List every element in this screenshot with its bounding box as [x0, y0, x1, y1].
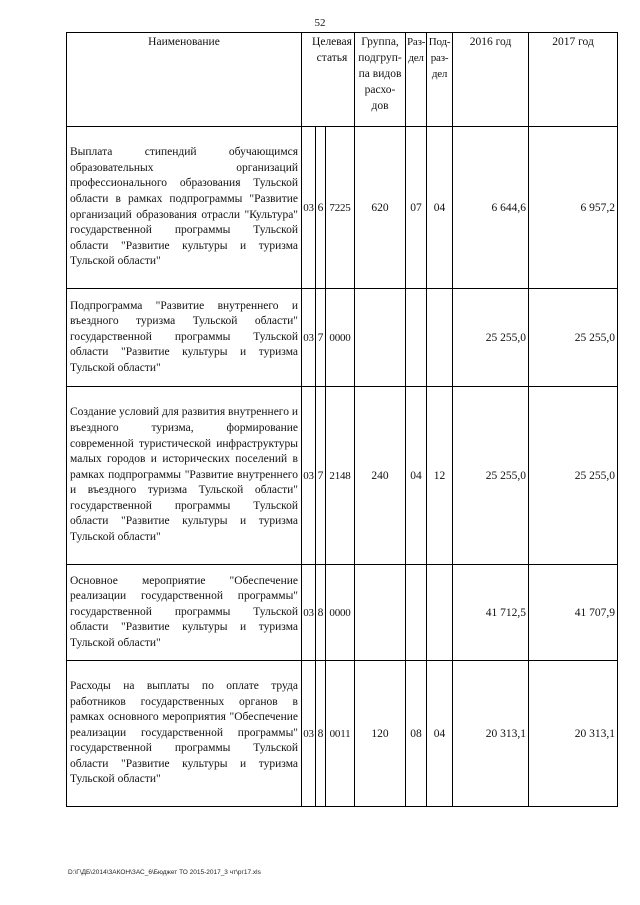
- budget-table: [66, 32, 618, 807]
- header-year-2016: 2016 год: [453, 33, 529, 127]
- row-code-c: 0011: [326, 661, 355, 807]
- row-subsection: 04: [427, 127, 453, 289]
- row-code-c: 2148: [326, 387, 355, 565]
- row-2016: 41 712,5: [453, 565, 529, 661]
- row-group: 240: [355, 387, 406, 565]
- table-row: [67, 127, 618, 289]
- table-row: [67, 661, 618, 807]
- row-code-a: 03: [302, 289, 316, 387]
- row-2016: 25 255,0: [453, 289, 529, 387]
- header-subsection-label: Под-раз-дел: [428, 36, 451, 80]
- header-section: [406, 33, 427, 127]
- row-section: 07: [406, 127, 427, 289]
- header-expense-group-label: Группа, подгруп-па видов расхо-дов: [358, 36, 402, 112]
- row-code-b: 7: [316, 289, 326, 387]
- header-section-label: Раз-дел: [407, 36, 426, 64]
- row-group: [355, 289, 406, 387]
- row-name: Выплата стипендий обучающимся образовательных организаций профессионального образования Тульской области в рамках подпрограммы "Развитие организаций образования отрасли "Культура" государственной программы Тульской области "Развитие культуры и туризма Тульской области": [67, 127, 302, 289]
- row-subsection: 04: [427, 661, 453, 807]
- row-code-b: 8: [316, 565, 326, 661]
- row-name: Расходы на выплаты по оплате труда работников государственных органов в рамках основного мероприятия "Обеспечение реализации государственной программы" государственной программы Тульской области "Развитие культуры и туризма Тульской области": [67, 661, 302, 807]
- row-subsection: [427, 289, 453, 387]
- row-group: 620: [355, 127, 406, 289]
- row-code-a: 03: [302, 565, 316, 661]
- row-code-b: 6: [316, 127, 326, 289]
- table-row: [67, 289, 618, 387]
- row-code-b: 7: [316, 387, 326, 565]
- page-number: 52: [314, 17, 326, 29]
- row-name: Подпрограмма "Развитие внутреннего и въездного туризма Тульской области" государственной программы Тульской области "Развитие культуры и туризма Тульской области": [67, 289, 302, 387]
- row-2017: 41 707,9: [529, 565, 618, 661]
- file-path-footer: D:\Г\ДБ\2014\ЗАКОН\ЗАС_6\Бюджет ТО 2015-2017_3 чт\рг17.xls: [68, 869, 261, 876]
- header-expense-group: [355, 33, 406, 127]
- row-code-c: 0000: [326, 565, 355, 661]
- row-2017: 20 313,1: [529, 661, 618, 807]
- row-section: 08: [406, 661, 427, 807]
- row-2016: 6 644,6: [453, 127, 529, 289]
- row-subsection: 12: [427, 387, 453, 565]
- row-name: Создание условий для развития внутреннего и въездного туризма, формирование современной туристической инфраструктуры малых городов и исторических поселений в рамках подпрограммы "Развитие внутреннего и въездного туризма Тульской области" государственной программы Тульской области "Развитие культуры и туризма Тульской области": [67, 387, 302, 565]
- row-name: Основное мероприятие "Обеспечение реализации государственной программы" государственной программы Тульской области "Развитие культуры и туризма Тульской области": [67, 565, 302, 661]
- row-group: [355, 565, 406, 661]
- row-subsection: [427, 565, 453, 661]
- row-code-c: 7225: [326, 127, 355, 289]
- header-target-item-label: Целевая статья: [312, 36, 352, 64]
- row-code-a: 03: [302, 661, 316, 807]
- row-2017: 6 957,2: [529, 127, 618, 289]
- header-name: Наименование: [67, 33, 302, 127]
- row-2017: 25 255,0: [529, 289, 618, 387]
- header-year-2017: 2017 год: [529, 33, 618, 127]
- header-target-item: [302, 33, 355, 127]
- row-group: 120: [355, 661, 406, 807]
- row-code-b: 8: [316, 661, 326, 807]
- row-2016: 25 255,0: [453, 387, 529, 565]
- row-code-a: 03: [302, 387, 316, 565]
- row-section: 04: [406, 387, 427, 565]
- row-2016: 20 313,1: [453, 661, 529, 807]
- row-section: [406, 565, 427, 661]
- row-code-a: 03: [302, 127, 316, 289]
- row-code-c: 0000: [326, 289, 355, 387]
- table-row: [67, 565, 618, 661]
- row-section: [406, 289, 427, 387]
- row-2017: 25 255,0: [529, 387, 618, 565]
- header-subsection: [427, 33, 453, 127]
- table-row: [67, 387, 618, 565]
- table-header-row: [67, 33, 618, 127]
